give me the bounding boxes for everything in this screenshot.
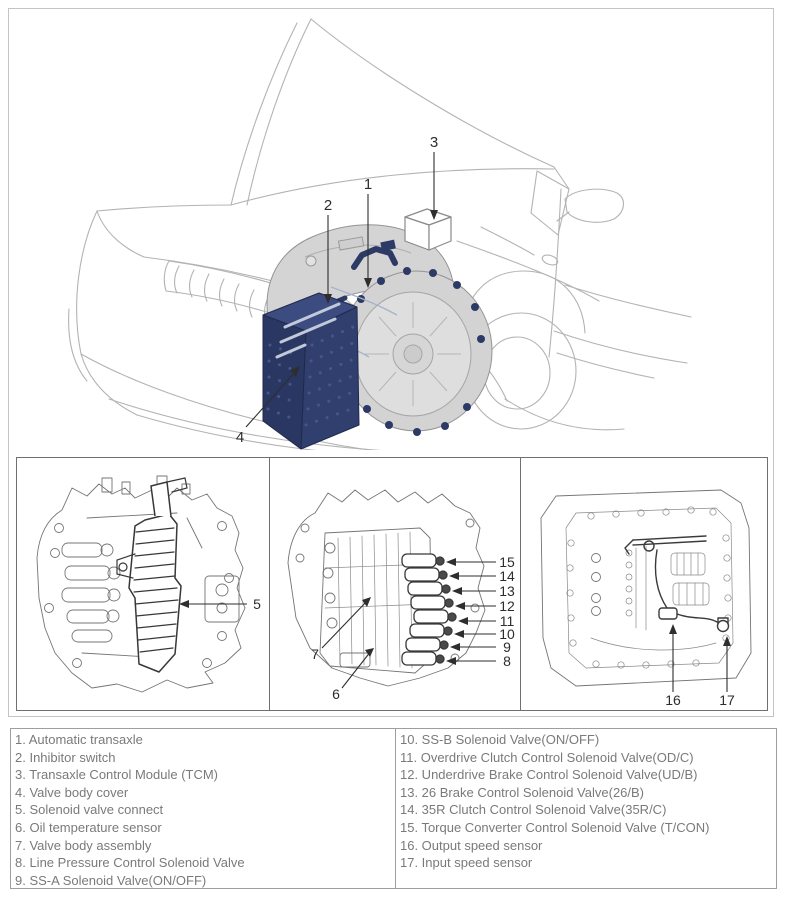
legend-item-7: 7. Valve body assembly xyxy=(15,837,152,853)
callout-11-label: 11 xyxy=(499,613,515,629)
callout-7-label: 7 xyxy=(311,646,319,662)
panel-speed-sensors xyxy=(520,458,770,710)
callout-6-leader xyxy=(342,651,371,688)
speed-sensors-view xyxy=(521,458,770,709)
callout-10-label: 10 xyxy=(499,626,515,642)
callout-16-arrowhead xyxy=(669,624,677,634)
solenoid-connect-view xyxy=(17,458,269,709)
legend-column-left xyxy=(11,729,396,888)
callout-2-label: 2 xyxy=(323,197,333,214)
callout-6-label: 6 xyxy=(332,686,340,702)
legend-item-10: 10. SS-B Solenoid Valve(ON/OFF) xyxy=(400,732,600,747)
callout-16-label: 16 xyxy=(665,692,681,708)
callout-9-label: 9 xyxy=(503,639,511,655)
panel-solenoid-connect xyxy=(17,458,269,710)
callout-6-arrowhead xyxy=(365,648,374,657)
transaxle-assembly xyxy=(263,225,492,449)
legend-item-15: 15. Torque Converter Control Solenoid Valve (T/CON) xyxy=(400,819,710,835)
vehicle-location-illustration xyxy=(9,9,773,450)
legend-item-13: 13. 26 Brake Control Solenoid Valve(26/B) xyxy=(400,784,645,800)
callout-4-label: 4 xyxy=(235,429,245,446)
legend-item-8: 8. Line Pressure Control Solenoid Valve xyxy=(15,855,245,871)
legend-item-6: 6. Oil temperature sensor xyxy=(15,819,162,835)
panel-right-callouts xyxy=(665,624,735,708)
callout-5-arrowhead xyxy=(179,600,189,608)
callout-8-label: 8 xyxy=(503,653,511,669)
case-art xyxy=(541,490,751,686)
legend-item-1: 1. Automatic transaxle xyxy=(15,732,143,747)
legend-item-4: 4. Valve body cover xyxy=(15,784,129,800)
callout-1-label: 1 xyxy=(363,176,373,193)
tcm-box xyxy=(405,209,451,250)
solenoid-stack xyxy=(402,554,456,665)
callout-15-label: 15 xyxy=(499,554,515,570)
legend-item-9: 9. SS-A Solenoid Valve(ON/OFF) xyxy=(15,872,207,888)
panel-left-callouts xyxy=(179,596,261,612)
legend-table xyxy=(10,728,777,889)
valve-body-view xyxy=(270,458,520,709)
valve-body-cover xyxy=(263,293,359,449)
output-speed-sensor xyxy=(659,608,677,619)
legend-item-14: 14. 35R Clutch Control Solenoid Valve(35R/C) xyxy=(400,802,667,818)
legend-item-12: 12. Underdrive Brake Control Solenoid Valve(UD/B) xyxy=(400,767,698,783)
legend-column-right xyxy=(396,729,776,888)
callout-13-label: 13 xyxy=(499,583,515,599)
figure-frame xyxy=(8,8,774,717)
legend-item-11: 11. Overdrive Clutch Control Solenoid Valve(OD/C) xyxy=(400,749,694,765)
callout-17-label: 17 xyxy=(719,692,735,708)
legend-item-16: 16. Output speed sensor xyxy=(400,837,543,853)
solenoid-connect-highlight xyxy=(117,478,187,672)
legend-item-2: 2. Inhibitor switch xyxy=(15,749,116,765)
panel-valve-body xyxy=(269,458,520,710)
legend-item-5: 5. Solenoid valve connect xyxy=(15,802,164,818)
legend-item-3: 3. Transaxle Control Module (TCM) xyxy=(15,767,219,783)
sensor-harness xyxy=(625,536,729,632)
callout-12-label: 12 xyxy=(499,598,515,614)
callout-14-label: 14 xyxy=(499,568,515,584)
legend-item-17: 17. Input speed sensor xyxy=(400,855,533,871)
callout-5-label: 5 xyxy=(253,596,261,612)
callout-3-label: 3 xyxy=(429,134,439,151)
detail-views-strip xyxy=(16,457,768,711)
